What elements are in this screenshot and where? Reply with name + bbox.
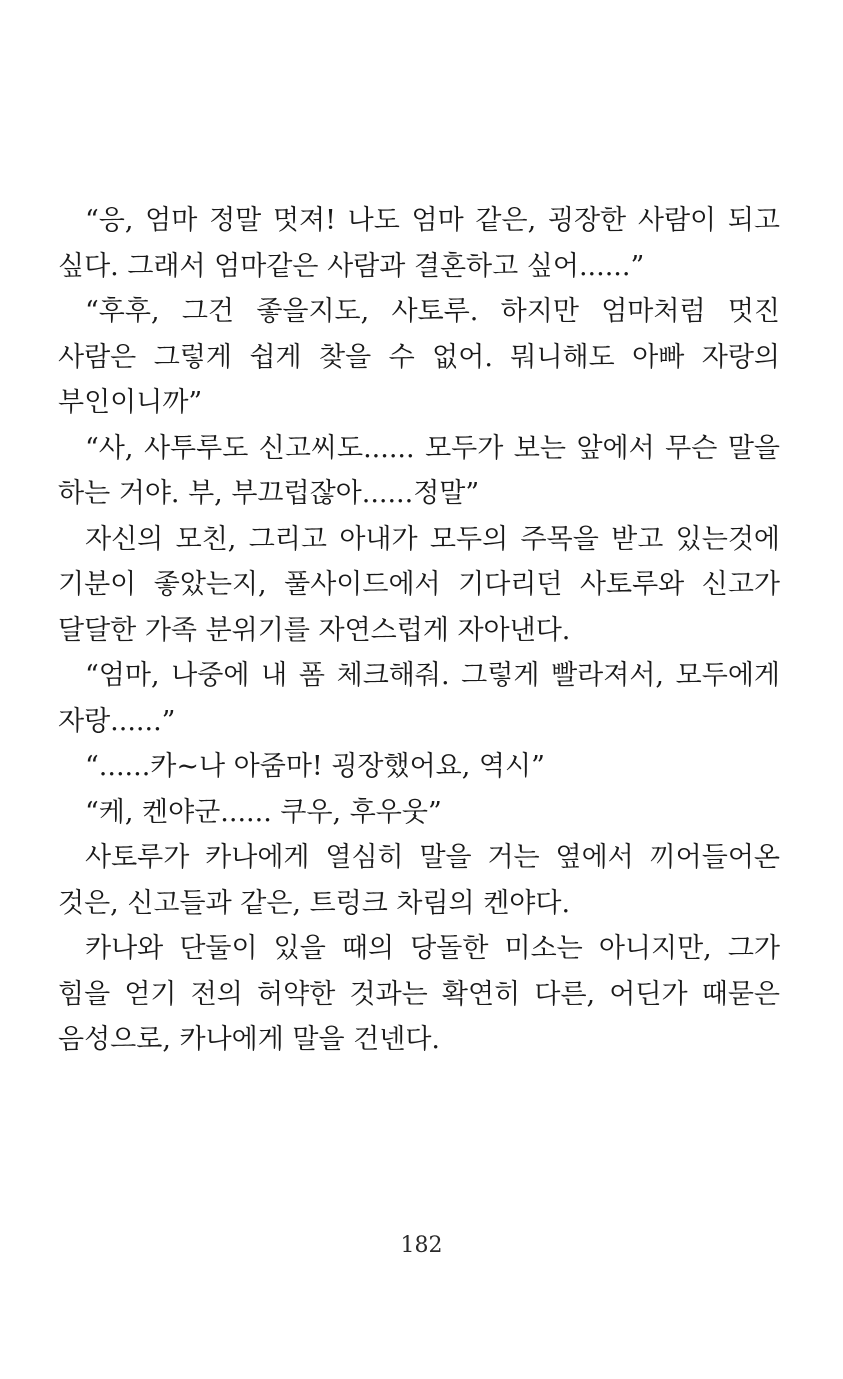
paragraph-dialogue-kana-2: “사, 사투루도 신고씨도...... 모두가 보는 앞에서 무슨 말을 하는 거야. 부, 부끄럽잖아......정말” bbox=[58, 432, 780, 509]
paragraph-dialogue-kana-3: “케, 켄야군...... 쿠우, 후우웃” bbox=[85, 796, 442, 828]
page-number: 182 bbox=[400, 1233, 443, 1258]
body-text bbox=[58, 198, 780, 1063]
paragraph-dialogue-kana-1: “후후, 그건 좋을지도, 사토루. 하지만 엄마처럼 멋진 사람은 그렇게 쉽게 찾을 수 없어. 뭐니해도 아빠 자랑의 부인이니까” bbox=[58, 296, 780, 418]
paragraph-narration-3: 카나와 단둘이 있을 때의 당돌한 미소는 아니지만, 그가 힘을 얻기 전의 허약한 것과는 확연히 다른, 어딘가 때묻은 음성으로, 카나에게 말을 건넨다. bbox=[58, 933, 780, 1055]
paragraph-dialogue-kenya-1: “......카~나 아줌마! 굉장했어요, 역시” bbox=[85, 751, 545, 782]
paragraph-narration-2: 사토루가 카나에게 열심히 말을 거는 옆에서 끼어들어온 것은, 신고들과 같은, 트렁크 차림의 켄야다. bbox=[58, 842, 780, 919]
paragraph-dialogue-satoru-2: “엄마, 나중에 내 폼 체크해줘. 그렇게 빨라져서, 모두에게 자랑......” bbox=[58, 660, 780, 737]
paragraph-dialogue-satoru-1: “응, 엄마 정말 멋져! 나도 엄마 같은, 굉장한 사람이 되고 싶다. 그래서 엄마같은 사람과 결혼하고 싶어......” bbox=[58, 205, 780, 282]
paragraph-narration-1: 자신의 모친, 그리고 아내가 모두의 주목을 받고 있는것에 기분이 좋았는지, 풀사이드에서 기다리던 사토루와 신고가 달달한 가족 분위기를 자연스럽게 자아낸다. bbox=[58, 523, 780, 646]
